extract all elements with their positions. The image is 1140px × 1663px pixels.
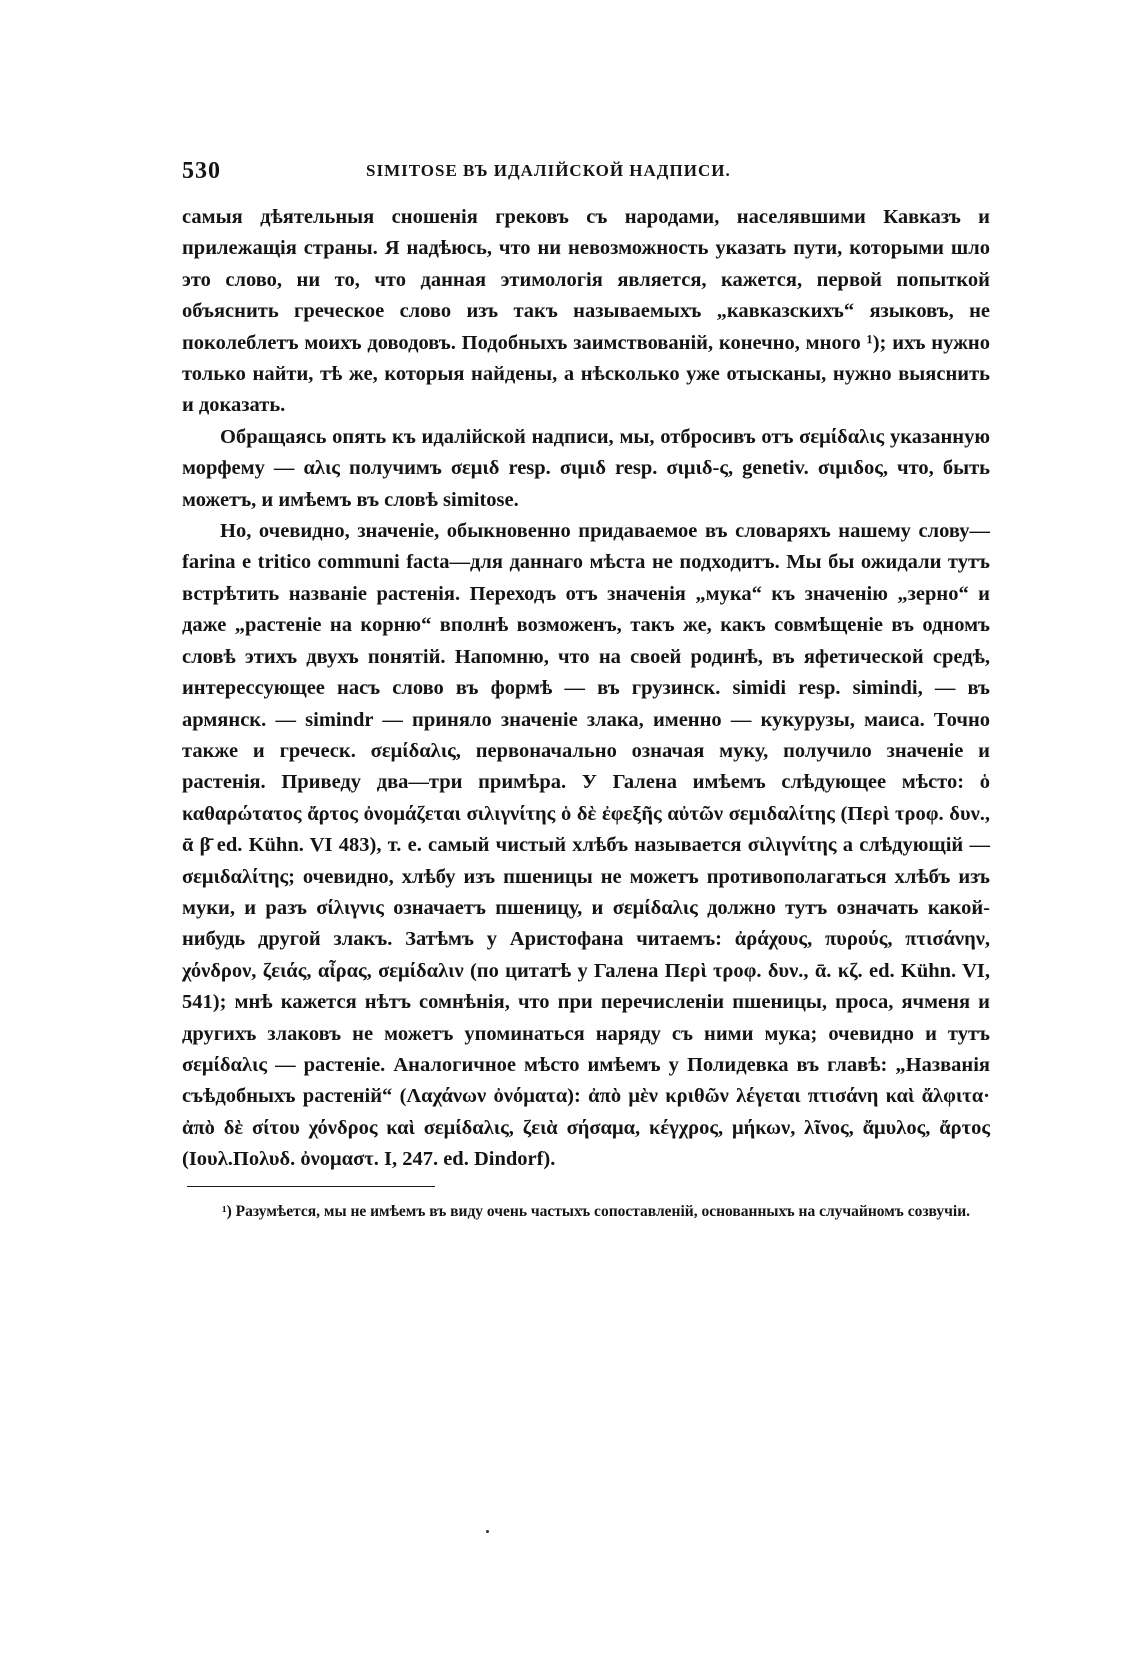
running-head <box>182 150 990 184</box>
footnote: ¹) Разумѣется, мы не имѣемъ въ виду очень частыхъ сопоставленій, основанныхъ на случайномъ созвучіи. <box>222 1202 971 1220</box>
paragraph-meaning-of-word: Но, очевидно, значеніе, обыкновенно придаваемое въ словаряхъ нашему слову—farina e tritico communi facta—для даннаго мѣста не подходитъ. Мы бы ожидали тутъ встрѣтить названіе растенія. Переходъ отъ значенія „мука“ къ значенію „зерно“ и даже „растеніе на корню“ вполнѣ возможенъ, такъ же, какъ совмѣщеніе въ одномъ словѣ этихъ двухъ понятій. Напомню, что на своей родинѣ, въ яфетической средѣ, интерессующее насъ слово въ формѣ — въ грузинск. simidi resp. simindi, — въ армянск. — simindr — приняло значеніе злака, именно — кукурузы, маиса. Точно также и греческ. σεμίδαλις, первоначально означая муку, получило значеніе и растенія. Приведу два—три примѣра. У Галена имѣемъ слѣдующее мѣсто: ὁ καθαρώτατος ἄρτος ὀνομάζεται σιλιγνίτης ὁ δὲ ἐφεξῆς αὐτῶν σεμιδαλίτης (Περὶ τροφ. δυν., ᾱ β̄ ed. Kühn. VI 483), т. е. самый чистый хлѣбъ называется σιλιγνίτης а слѣдующій — σεμιδαλίτης; очевидно, хлѣбу изъ пшеницы не можетъ противополагаться хлѣбъ изъ муки, и разъ σίλιγνις означаетъ пшеницу, и σεμίδαλις должно тутъ означать какой-нибудь другой злакъ. Затѣмъ у Аристофана читаемъ: ἀράχους, πυρούς, πτισάνην, χόνδρον, ζειάς, αἶρας, σεμίδαλιν (по цитатѣ у Галена Περὶ τροφ. δυν., ᾱ. κζ. ed. Kühn. VI, 541); мнѣ кажется нѣтъ сомнѣнія, что при перечисленіи пшеницы, проса, ячменя и другихъ злаковъ не можетъ упоминаться наряду съ ними мука; очевидно и тутъ σεμίδαλις — растеніе. Аналогичное мѣсто имѣемъ у Полидевка въ главѣ: „Названія съѣдобныхъ растеній“ (Λαχάνων ὀνόματα): ἀπὸ μὲν κριθῶν λέγεται πτισάνη καὶ ἄλφιτα· ἀπὸ δὲ σίτου χόνδρος καὶ σεμίδαλις, ζειὰ σήσαμα, κέγχρος, μήκων, λῖνος, ἄμυλος, ἄρτος (Ιουλ.Πολυδ. ὀνομαστ. I, 247. ed. Dindorf). <box>182 520 990 1171</box>
running-title: SIMITOSE ВЪ ИДАЛІЙСКОЙ НАДПИСИ. <box>366 161 731 180</box>
paragraph-continued: самыя дѣятельныя сношенія грековъ съ народами, населявшими Кавказъ и прилежащія страны. Я надѣюсь, что ни невозможность указать пути, которыми шло это слово, ни то, что данная этимологія является, кажется, первой попыткой объяснить греческое слово изъ такъ называемыхъ „кавказскихъ“ языковъ, не поколеблетъ моихъ доводовъ. Подобныхъ заимствованій, конечно, много ¹); ихъ нужно только найти, тѣ же, которыя найдены, а нѣсколько уже отысканы, нужно выяснить и доказать. <box>182 206 990 417</box>
body-text <box>182 202 990 1176</box>
book-page <box>182 150 990 1224</box>
footnote-rule <box>187 1186 435 1187</box>
scan-speck <box>486 1530 489 1533</box>
page-number: 530 <box>182 158 221 184</box>
paragraph-idalian-inscription: Обращаясь опять къ идалійской надписи, мы, отбросивъ отъ σεμίδαλις указанную морфему — αλις получимъ σεμιδ resp. σιμιδ resp. σιμιδ-ς, genetiv. σιμιδος, что, быть можетъ, и имѣемъ въ словѣ simitose. <box>182 425 990 511</box>
